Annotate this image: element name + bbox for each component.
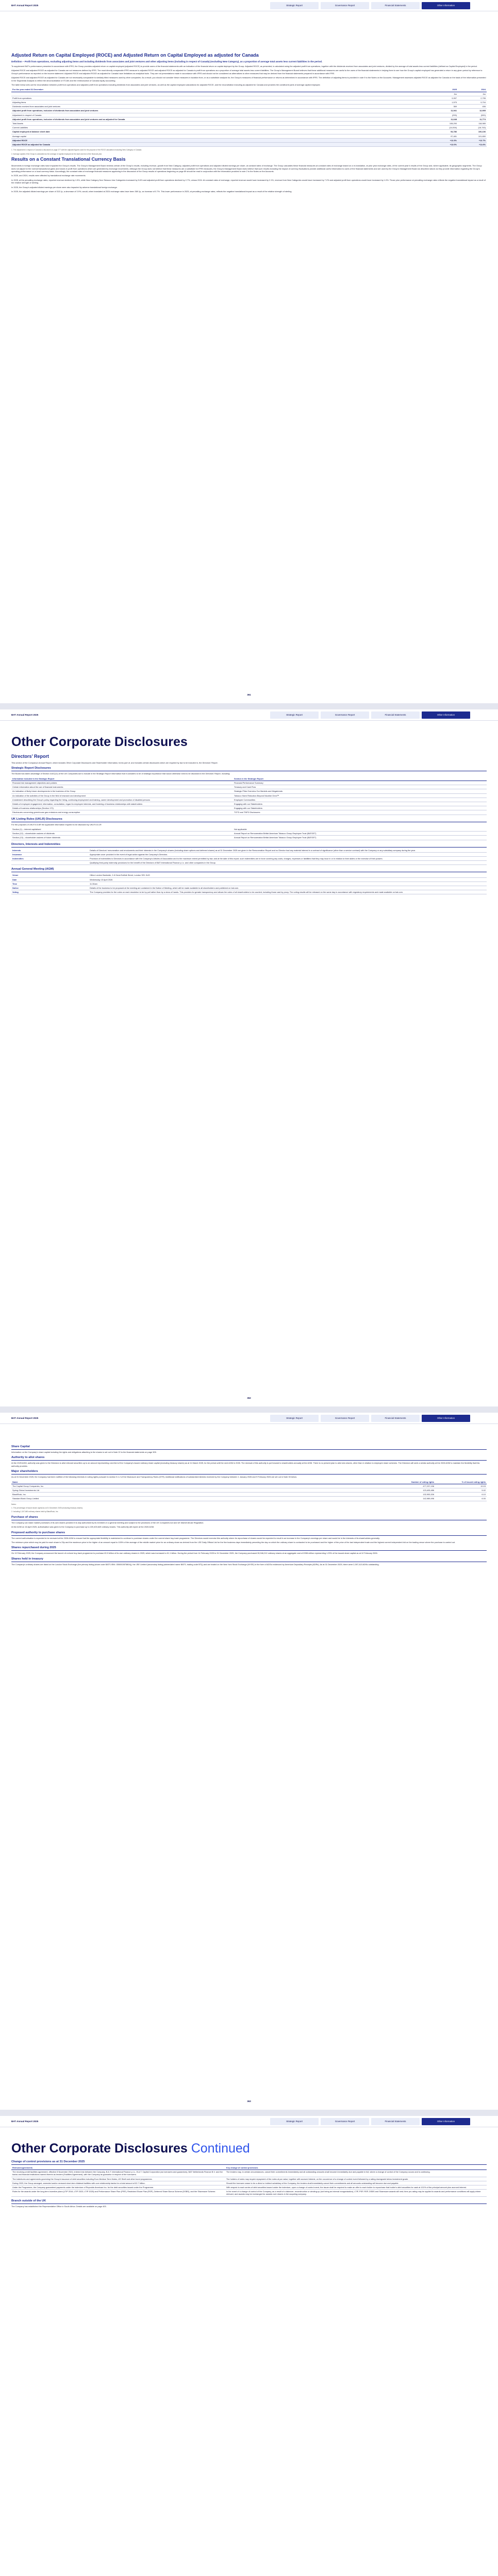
tab-governance-report[interactable]: Governance Report xyxy=(321,2118,369,2125)
page-divider xyxy=(0,2110,498,2116)
agm-table xyxy=(11,873,487,894)
results-paragraph: Movements in foreign exchange rates have impacted the Group’s results. The Group’s Management Board reviews certain of the Group’s results, including revenue, growth from New Category, adjusted profit from operations and adjusted diluted earnings per share, at constant rates of exchange. The Group calculates these financial measures at constant rates of exchange based on a re-translation, at prior year exchange rates, of the current year’s results of the Group and, where applicable, its geographic segments. The Group does not adjust for the normal transactional gains and losses in profit from operations which are generated by exchange movements. Although the Group does not believe that these measures are a substitute for IFRS measures, the Group’s Management Board does believe that such results excluding the impact of currency fluctuations provide additional useful information to users of the financial statements and are used by the Group’s Management Board as described above as they provide information regarding the Group’s operating performance on a local currency basis. Accordingly, the constant rates of exchange financial measures appearing in the discussion of the Group results of operations beginning on page 89 should be read in conjunction with the information provided in note 2 to the Notes on the Accounts. xyxy=(11,164,482,173)
value-2025: (293) xyxy=(429,113,458,117)
page-364 xyxy=(0,2110,498,2576)
roce-table xyxy=(11,88,487,147)
value-2024: (16,743) xyxy=(458,126,487,130)
tab-financial-statements[interactable]: Financial Statements xyxy=(371,711,420,719)
share-capital-heading: Share Capital xyxy=(11,1445,487,1450)
strategic-disclosures-table xyxy=(11,777,487,815)
value-2024: 2,795 xyxy=(458,96,487,100)
table-header: % of issued voting rights xyxy=(435,1480,487,1484)
directors-interests-heading: Directors, Interests and Indemnities xyxy=(11,843,487,848)
row-label: Rules for the awards under the long-term incentive plans (LTIP 2016, LTIP 2023, LTIP 2025) and Performance Share Plan (PSP), Restricted Share Plan (RSP), Deferred Share Bonus Scheme (DSBS), and the Sharesave Scheme. xyxy=(11,2190,225,2196)
row-label: Adjusted profit from operations, inclusive of dividends from associates and joint ventures xyxy=(11,109,429,113)
table-row xyxy=(11,130,487,134)
row-value: Strategic Pillar Overview Our Markets and Megatrends xyxy=(233,789,487,793)
value-2024: 101,650 xyxy=(458,134,487,138)
buyback-heading: Shares repurchased during 2025 xyxy=(11,1546,487,1551)
page-number: 362 xyxy=(247,1396,251,1399)
table-header: Name xyxy=(11,1480,373,1484)
value-2025: 108,290 xyxy=(429,122,458,126)
table-row xyxy=(11,2177,487,2181)
table-row xyxy=(11,877,487,882)
roce-paragraph: The table below sets out the reconciliation between profit from operations and adjusted profit from operations including dividends from associates and joint ventures, as well as the capital employed calculations for adjusted ROCE, and the reconciliation including as adjusted for Canada and provides the constituent parts of average capital employed. xyxy=(11,83,321,87)
table-row xyxy=(11,852,487,856)
page-body xyxy=(11,734,487,896)
report-title: BAT Annual Report 2025 xyxy=(11,4,39,7)
allot-heading: Authority to allot shares xyxy=(11,1456,487,1461)
table-row xyxy=(11,857,487,861)
holder-name: The Capital Group Companies, Inc. xyxy=(11,1484,373,1488)
strategic-disclosures-heading: Strategic Report Disclosures xyxy=(11,767,487,771)
row-label: Interests xyxy=(11,849,89,853)
purchase-text: At the AGM on 16 April 2025, authorisation was given to the Company to purchase up to 220,400,649 ordinary shares. This authority will expire at the 2026 AGM. xyxy=(11,1526,155,1529)
table-row xyxy=(11,806,487,810)
row-value: Provision of indemnities to Directors in accordance with the Company’s Articles of Association and to the maximum extent permitted by law; and at the date of this report, such indemnities are in force covering any costs, charges, expenses or liabilities that they may incur in or in relation to their duties or the exercise of their powers. xyxy=(89,857,487,861)
row-value: With respect to each series of debt securities issued under the indenture, upon a change of control event, the issuer shall be required to make an offer to each holder to repurchase that holder’s debt securities for cash at 101% of the principal amount plus accrued interest. xyxy=(225,2185,487,2190)
branch-text: The Company has established the Representative Office in South Africa. Details are available on page 403. xyxy=(11,2205,107,2208)
row-label: During 2023, the Group arranged, amended and/or renewed short-term bilateral facilities with core relationship banks for a total amount of £2.7 billion. xyxy=(11,2181,225,2185)
proposed-authority-text: The current authorisation is expected to be renewed at the 2026 AGM to ensure that the appropriate flexibility is maintained to continue to purchase shares under the current share buy-back programme. The Directors would exercise this authority where its repurchase of shares would be expected to result in an increase in the Company’s earnings per share and would be in the interests of its shareholders generally. xyxy=(11,1536,380,1539)
row-label: Average capital xyxy=(11,134,429,138)
row-label: Under the Programme, the Company guaranteed payments under the indenture of Reynolds American Inc. for the debt securities issued under the Programme. xyxy=(11,2185,225,2190)
tab-financial-statements[interactable]: Financial Statements xyxy=(371,1415,420,1422)
tab-strategic-report[interactable]: Strategic Report xyxy=(270,711,319,719)
value-2025: 11,941 xyxy=(429,109,458,113)
row-label: Indemnities xyxy=(11,857,89,861)
value-2024: 11,774 xyxy=(458,117,487,121)
share-capital-text: Information on the Company’s share capital including the rights and obligations attaching to the shares is set out in Note 22 to the financial statements on page 305. xyxy=(11,1451,157,1453)
tab-strategic-report[interactable]: Strategic Report xyxy=(270,1415,319,1422)
table-row xyxy=(11,2190,487,2196)
roce-col-header: 2024 xyxy=(458,88,487,92)
page-title: Other Corporate Disclosures xyxy=(11,735,188,749)
page-title xyxy=(11,2141,487,2156)
row-label: Financial risk management objectives and policies xyxy=(11,781,233,785)
row-label: Insurance xyxy=(11,852,89,856)
table-row xyxy=(11,92,487,96)
row-value: Details of the business to be proposed at the meeting are contained in the Notice of Meeting, which will be made available to all shareholders and published on bat.com. xyxy=(89,886,487,890)
voting-percent: 6.10 xyxy=(435,1493,487,1497)
row-value: The Company provides for the votes on each resolution to be by poll rather than by a show of hands. This provides for greater transparency and allows the votes of all shareholders to be counted, including those cast by proxy. The voting results will be released on the same day in accordance with regulatory requirements and made available on bat.com. xyxy=(89,890,487,894)
voting-rights: 132,953,326 xyxy=(373,1493,435,1497)
page-header xyxy=(0,709,498,721)
table-row xyxy=(11,785,487,789)
table-row xyxy=(11,836,487,840)
voting-percent: 19.15 xyxy=(435,1484,487,1488)
tab-governance-report[interactable]: Governance Report xyxy=(321,1415,369,1422)
major-shareholders-heading: Major shareholders xyxy=(11,1470,487,1475)
table-row xyxy=(11,882,487,886)
table-row xyxy=(11,810,487,815)
row-value: Not applicable xyxy=(233,827,487,832)
value-2025: £m xyxy=(429,92,458,96)
roce-col-header: 2025 xyxy=(429,88,458,92)
table-row xyxy=(11,873,487,877)
roce-col-header: For the year ended 31 December xyxy=(11,88,429,92)
table-row xyxy=(11,1488,487,1493)
row-value: The lenders may, in certain circumstances, cancel their commitments immediately and all outstanding amounts shall become immediately due and payable in full, where a change of control of the Company occurs and is continuing. xyxy=(225,2170,487,2177)
table-row xyxy=(11,122,487,126)
table-row xyxy=(11,2185,487,2190)
row-value: Tobacco Harm Reduction Beyond Nicotine Omni™ xyxy=(233,793,487,798)
table-header: Key change of control provisions xyxy=(225,2166,487,2170)
table-row xyxy=(11,793,487,798)
holders-note: 1. The percentage of issued share capital as at 31 December 2025 (excluding treasury shares). xyxy=(11,1507,84,1510)
results-paragraph: In 2025, at the prevailing exchange rates, reported revenue declined by 1.5%, while New Category Non-Tobacco Use Categories increased by 5.6% and adjusted profit from operations declined by 2.7%, versus 2024. At constant rates of exchange, reported revenue would have increased by 2.1%, revenue from New Categories would have increased by 7.2% and adjusted profit from operations would have increased by 1.0%. Those prior performance at prevailing exchange rates reflects the negative translational impact as a result of the relative strength of sterling. xyxy=(11,178,486,184)
row-value: Employee Communities xyxy=(233,798,487,802)
value-2024: 9,704 xyxy=(458,100,487,105)
tab-other-information[interactable]: Other Information xyxy=(422,711,470,719)
row-value: Details of Directors’ remuneration and emoluments and their interests in the Company’s shares (including share options and deferred shares) as at 31 December 2025 are given in the Remuneration Report and no Director had any material interest in a contract of significance (other than a service contract) with the Company or any subsidiary company during the year. xyxy=(89,849,487,853)
table-row xyxy=(11,143,487,147)
row-label: Time xyxy=(11,882,89,886)
row-label: Certain information about the use of financial instruments xyxy=(11,785,233,789)
table-row xyxy=(11,1497,487,1501)
listing-rules-table xyxy=(11,827,487,840)
table-row xyxy=(11,886,487,890)
proposed-authority-heading: Proposed authority to purchase shares xyxy=(11,1531,487,1536)
table-row xyxy=(11,117,487,121)
value-2024: +11.6% xyxy=(458,143,487,147)
voting-percent: 6.00 xyxy=(435,1497,487,1501)
page-title-continued: Continued xyxy=(191,2141,250,2156)
row-value: Hilton London Bankside, 2-8 Great Suffolk Street, London SE1 0UG xyxy=(89,873,487,877)
row-value: Annual Report on Remuneration British American Tobacco Group Employee Trust (BATGET) xyxy=(233,832,487,836)
row-value: Should the borrower cease to be a direct or indirect subsidiary of the Company, the lenders shall immediately cancel their commitments and all amounts outstanding will become due and payable. xyxy=(225,2181,487,2185)
directors-interests-table xyxy=(11,849,487,866)
major-shareholders-text: As at 31 December 2025, the Company had been notified of the following interests in voting rights pursuant to section 5.1.2 of the Disclosure and Transparency Rules (DTR). Additional notifications of substantial interests received by the Company between 1 January 2026 and 9 February 2026 are set out in Note 35 below. xyxy=(11,1476,297,1479)
row-value: Engaging with our Stakeholders xyxy=(233,806,487,810)
row-value: Financial Performance Summary xyxy=(233,781,487,785)
value-2025: +12.3% xyxy=(429,138,458,142)
results-paragraph: In 2025, the Group’s adjusted diluted earnings per share were also impacted by adverse translational foreign exchange. xyxy=(11,185,118,189)
roce-paragraph: To supplement BAT’s performance presented in accordance with IFRS, the Group provides adjusted return on capital employed (adjusted ROCE) to provide users of the financial statements with an indication of the financial return on capital deployed by the Group. Adjusted ROCE, as presented, is calculated using the adjusted profit from operations, together with the dividends received from associates and joint ventures, divided by the average of total assets less current liabilities (defined as Capital Employed) in the period. xyxy=(11,65,477,67)
row-label xyxy=(11,92,429,96)
row-value: Treasury and Cash Flow xyxy=(233,785,487,789)
holder-name: BlackRock, Inc. xyxy=(11,1493,373,1497)
buyback-text: On 13 February 2025, the Company announced the launch of a share buy-back programme to purchase £0.9 billion of its own ordinary shares in 2025, which was increased to £1.1 billion. During the period from 14 February 2025 to 31 December 2025, the Company purchased 28,946,212 ordinary shares at an aggregate cost of £938 million representing 1.29% of the issued share capital as at 12 February 2026. xyxy=(11,1552,378,1555)
section-tabs xyxy=(270,711,470,719)
table-row xyxy=(11,113,487,117)
row-label: The indentures and agreements governing the Group’s issuance of debt securities including Euro Medium Term Notes, US Shelf and other bond programmes. xyxy=(11,2177,225,2181)
tab-governance-report[interactable]: Governance Report xyxy=(321,711,369,719)
purchase-heading: Purchase of shares xyxy=(11,1516,487,1520)
holders-note: 2. Including 1,347,660 ordinary shares held by BlackRock, Inc. xyxy=(11,1511,59,1513)
row-label: Adjusted profit from operations, inclusive of dividends from associates and joint ventures and as adjusted for Canada xyxy=(11,117,429,121)
page-number: 361 xyxy=(247,693,251,696)
strategic-disclosures-text: The Board has taken advantage of Section 414C(11) of the UK Companies Act to include in the Strategic Report information that it considers to be of strategic importance that would otherwise need to be disclosed in the Directors’ Report, including: xyxy=(11,772,230,775)
page-361 xyxy=(0,0,498,703)
report-title: BAT Annual Report 2025 xyxy=(11,714,39,716)
row-label: An indication of likely future developments in the business of the Group xyxy=(11,789,233,793)
row-label: Notice xyxy=(11,886,89,890)
page-363 xyxy=(0,1406,498,2110)
results-paragraph: In 2025, the adjusted diluted earnings per share of 313.1p, a decrease of 3.9%, would, when translated at 2024 exchange rates have been 369.1p, an increase of 0.7%. This lower performance in 2025, at prevailing exchange rates, reflects the negative translational impact as a result of the relative strength of sterling. xyxy=(11,190,292,193)
row-label: Section (1) – interest capitalised xyxy=(11,827,233,832)
table-header: Number of voting rights xyxy=(373,1480,435,1484)
purchase-text: The Company can make market purchases of its own shares provided it is duly authorised by its members in a general meeting and subject to the provisions of the UK Companies Act and UK Market Abuse Regulation. xyxy=(11,1521,204,1524)
row-label: Voting xyxy=(11,890,89,894)
table-header: Information included in the Strategic Report xyxy=(11,777,233,781)
directors-report-heading: Directors’ Report xyxy=(11,754,49,759)
row-label: Total Assets xyxy=(11,122,429,126)
value-2024: (520) xyxy=(458,113,487,117)
shareholders-table xyxy=(11,1480,487,1501)
table-row xyxy=(11,2181,487,2185)
row-label: Section (12) – shareholder waivers of dividends xyxy=(11,832,233,836)
tab-strategic-report[interactable]: Strategic Report xyxy=(270,2,319,9)
table-row xyxy=(11,781,487,785)
value-2025: (14,004) xyxy=(429,126,458,130)
report-title: BAT Annual Report 2025 xyxy=(11,2120,39,2123)
page-body xyxy=(11,1443,487,1567)
directors-intro: This section of the Company’s Annual Report, which includes Other Corporate Disclosures and Shareholder Information, forms part of, and includes certain disclosures which are required by law to be included in, the Directors’ Report. xyxy=(11,761,218,764)
row-label: Details of employee engagement, information, consultation, regard to employee interests, and fostering of business relationships with stakeholders xyxy=(11,802,233,806)
value-2025: 94,786 xyxy=(429,130,458,134)
branch-heading: Branch outside of the UK xyxy=(11,2199,487,2204)
page-header xyxy=(0,0,498,11)
table-row xyxy=(11,890,487,894)
value-2024: +12.7% xyxy=(458,138,487,142)
page-362 xyxy=(0,703,498,1406)
table-row xyxy=(11,798,487,802)
results-paragraph: In 2025, and 2024, results were affected by translational exchange rate movements. xyxy=(11,174,86,177)
row-label: Details of business relationships (Section 172) xyxy=(11,806,233,810)
table-row xyxy=(11,2170,487,2177)
table-row xyxy=(11,138,487,142)
table-row xyxy=(11,134,487,138)
table-header: Relevant agreements xyxy=(11,2166,225,2170)
value-2025: 97,481 xyxy=(429,134,458,138)
section-tabs xyxy=(270,2118,470,2125)
listing-rules-heading: UK Listing Rules (UKLR) Disclosures xyxy=(11,818,487,822)
table-row xyxy=(11,789,487,793)
row-label: Adjustment in respect of Canada xyxy=(11,113,429,117)
holder-name: Spring Global Investments Ltd xyxy=(11,1488,373,1493)
row-label: Profit from operations xyxy=(11,96,429,100)
allot-text: At the 2025 AGM, authority was given to the Directors to allot relevant securities up to an amount representing one-third of the Company’s issued ordinary share capital (excluding treasury shares) as at 11 March 2025, for the period until the next AGM in 2026. The renewal of this authority is put forward to shareholders annually at the AGM. There is no present plan to allot new shares, other than in relation to employee share schemes. The Directors will seek a similar authority at the 2026 AGM to maintain the flexibility that this authority provides. xyxy=(11,1462,480,1467)
change-of-control-table xyxy=(11,2166,487,2197)
voting-rights: 142,989,496 xyxy=(373,1497,435,1501)
proposed-authority-text: The minimum price which may be paid for each share is 25p and the maximum price is the higher of an amount equal to 105% of the average of the middle market price for an ordinary share as derived from the LSE Daily Official List for the five business days immediately preceding the day on which the ordinary share is contracted to be purchased and the higher of the price of the last independent trade and the highest current independent bid on the trading venue where the purchase is carried out. xyxy=(11,1541,456,1544)
value-2025: 369 xyxy=(429,105,458,109)
tab-other-information[interactable]: Other Information xyxy=(422,2118,470,2125)
page-divider xyxy=(0,703,498,709)
row-value: TCFD and TNFD Disclosures xyxy=(233,810,487,815)
page-header xyxy=(0,1413,498,1424)
table-row xyxy=(11,861,487,865)
table-row xyxy=(11,1493,487,1497)
row-value: In the event of a change of control of the Company, as a result of a takeover, reconstruction or winding-up (not being an internal reorganisation), LTIP, PSP, RSP, DSBS and Sharesave awards will vest; time pro-rating may be applied to awards and performance conditions will apply where relevant, and awards may be exchanged for awards over shares in the acquiring company. xyxy=(225,2190,487,2196)
row-label: Adjusted ROCE as adjusted for Canada xyxy=(11,143,429,147)
row-value: Qualifying third-party indemnity provisions for the benefit of the Directors of BAT International Finance p.l.c. and other companies in the Group. xyxy=(89,861,487,865)
tab-strategic-report[interactable]: Strategic Report xyxy=(270,2118,319,2125)
row-value: Engaging with our Stakeholders xyxy=(233,802,487,806)
roce-paragraph: Adjusted ROCE and adjusted ROCE as adjusted for Canada are not measures defined by IFRS. The most directly comparable IFRS measure to adjusted ROCE and adjusted ROCE as adjusted for Canada is profit from operations as a proportion of average total assets less current liabilities. The Group’s Management Board believes that these additional measures are useful to the users of the financial statements in helping them to see how the Group’s capital employed has generated a return in any given period by reference to Group’s performance as reported on the income statement. Adjusted ROCE and adjusted ROCE as adjusted for Canada have limitations as analytical tools. They are not presentations made in accordance with IFRS and should not be considered as alternatives to other measures that may be derived from the financial statements prepared in accordance with IFRS. xyxy=(11,69,483,75)
voting-rights: 123,405,486 xyxy=(373,1488,435,1493)
roce-definition: Definition – Profit from operations, excluding adjusting items and including dividends from associates and joint ventures and other adjusting items (including in respect of Canada) (excluding New Category), as a proportion of average total assets less current liabilities in the period. xyxy=(11,60,323,63)
value-2024: 100,106 xyxy=(458,130,487,134)
row-value: Wednesday 15 April 2026 xyxy=(89,877,487,882)
row-label: An indication of the activities of the Group in the field of research and development xyxy=(11,793,233,798)
value-2025: 11,648 xyxy=(429,117,458,121)
row-label: Adjusting items xyxy=(11,100,429,105)
row-label: The revolving credit facilities agreement, effective 8 November 2024, entered into between the Company, B.A.T. International Finance p.l.c., B.A.T. Capital Corporation (as borrowers and guarantors), BAT Netherlands Finance B.V. and the banks and financial institutions named therein as lenders (Facilities Agreement), with the Company as guarantor in respect of the borrowers. xyxy=(11,2170,225,2177)
value-2025: +12.0% xyxy=(429,143,458,147)
tab-governance-report[interactable]: Governance Report xyxy=(321,2,369,9)
constant-currency-heading: Results on a Constant Translational Currency Basis xyxy=(11,157,126,162)
table-row xyxy=(11,827,487,832)
table-note: 2. Average capital of the Group is calculated as the average of capital employed at the start and end of the financial year. xyxy=(11,152,103,155)
row-label: Disclosures concerning greenhouse gas emissions and energy consumption xyxy=(11,810,233,815)
table-row xyxy=(11,802,487,806)
page-header xyxy=(0,2116,498,2127)
section-tabs xyxy=(270,1415,470,1422)
row-label: Date xyxy=(11,877,89,882)
row-label xyxy=(11,861,89,865)
value-2024: 12,905 xyxy=(458,109,487,113)
table-row xyxy=(11,105,487,109)
table-row xyxy=(11,849,487,853)
row-value: Appropriate cover provided in the event of legal action against the Company’s Directors. xyxy=(89,852,487,856)
row-label: Venue xyxy=(11,873,89,877)
roce-paragraph: Adjusted ROCE and adjusted ROCE as adjusted for Canada are not necessarily comparable to similarly titled measures used by other companies. As a result, you should not consider these measures in isolation from, or as a substitute analysis for, the Group’s measures of financial performance or returns as determined in accordance with IFRS. The definition of adjusting items is provided in note 9 to the Notes on the Accounts. Management assesses adjusted ROCE as adjusted for Canada on the basis of the information presented in the Segmental Analysis to reflect the deconsolidation of ITCAN and the reintroduction of Canada equity accounting. xyxy=(11,76,486,82)
holders-note: Notes: xyxy=(11,1503,16,1505)
tab-other-information[interactable]: Other Information xyxy=(422,2,470,9)
row-value: 11.30am xyxy=(89,882,487,886)
page-number: 363 xyxy=(247,2099,251,2103)
agm-heading: Annual General Meeting (AGM) xyxy=(11,868,487,872)
value-2024: £m xyxy=(458,92,487,96)
page-divider xyxy=(0,1406,498,1413)
roce-heading: Adjusted Return on Capital Employed (ROCE) and Adjusted Return on Capital Employed as adjusted for Canada xyxy=(11,53,259,58)
value-2025: 1,575 xyxy=(429,100,458,105)
tab-other-information[interactable]: Other Information xyxy=(422,1415,470,1422)
page-title-main: Other Corporate Disclosures xyxy=(11,2141,188,2156)
row-label: Current Liabilities xyxy=(11,126,429,130)
row-label: Adjusted ROCE xyxy=(11,138,429,142)
row-label: A statement describing the Group’s policy regarding the hiring, continuing employment and training, career development and promotion of disabled persons xyxy=(11,798,233,802)
table-note: 1. The adjustment in respect of Canada is discussed on page 277 with the adjusted figures used for the purpose of the ROCE calculation excluding New Category in Canada. xyxy=(11,149,142,151)
table-row xyxy=(11,832,487,836)
table-row xyxy=(11,96,487,100)
section-tabs xyxy=(270,2,470,9)
change-of-control-heading: Change of control provisions as at 31 December 2025 xyxy=(11,2160,487,2165)
row-label: Dividends received from associates and joint ventures xyxy=(11,105,429,109)
page-body xyxy=(11,52,487,194)
table-header: Section in the Strategic Report xyxy=(233,777,487,781)
value-2025: 9,997 xyxy=(429,96,458,100)
row-value: Annual Report on Remuneration British American Tobacco Group Employee Trust (BATGET) xyxy=(233,836,487,840)
table-row xyxy=(11,100,487,105)
voting-percent: 5.02 xyxy=(435,1488,487,1493)
table-row xyxy=(11,1484,487,1488)
holder-name: Standard Bank Group Limited xyxy=(11,1497,373,1501)
voting-rights: 477,237,196 xyxy=(373,1484,435,1488)
listing-rules-text: For the purposes of UKLR 6.6.6R the applicable information required to be disclosed by UKLR 6.6.1R xyxy=(11,823,102,826)
treasury-text: The Company’s ordinary shares are listed on the London Stock Exchange (the primary listing (share code BATS.ISIN: GB0002875804)), the JSE Limited (secondary listing (abbreviated name BATS, trading code BTI)) and are traded on the New York Stock Exchange (NYSE) in the form of ADSs evidenced by American Depositary Receipts (ADRs). As at 31 December 2025, there were 2,397,413 ADSs outstanding. xyxy=(11,1563,379,1566)
report-title: BAT Annual Report 2025 xyxy=(11,1417,39,1419)
row-label: Section (13) – shareholder waivers of future dividends xyxy=(11,836,233,840)
tab-financial-statements[interactable]: Financial Statements xyxy=(371,2,420,9)
treasury-heading: Shares held in treasury xyxy=(11,1557,487,1562)
row-label: Capital employed at balance sheet date xyxy=(11,130,429,134)
row-value: The holders of notes may require repayment of the notes at par value, together with accrued interest, on the occurrence of a change of control event followed by a rating downgrade below investment grade. xyxy=(225,2177,487,2181)
value-2024: 118,989 xyxy=(458,122,487,126)
page-body xyxy=(11,2141,487,2209)
value-2024: 406 xyxy=(458,105,487,109)
table-row xyxy=(11,126,487,130)
table-row xyxy=(11,109,487,113)
tab-financial-statements[interactable]: Financial Statements xyxy=(371,2118,420,2125)
